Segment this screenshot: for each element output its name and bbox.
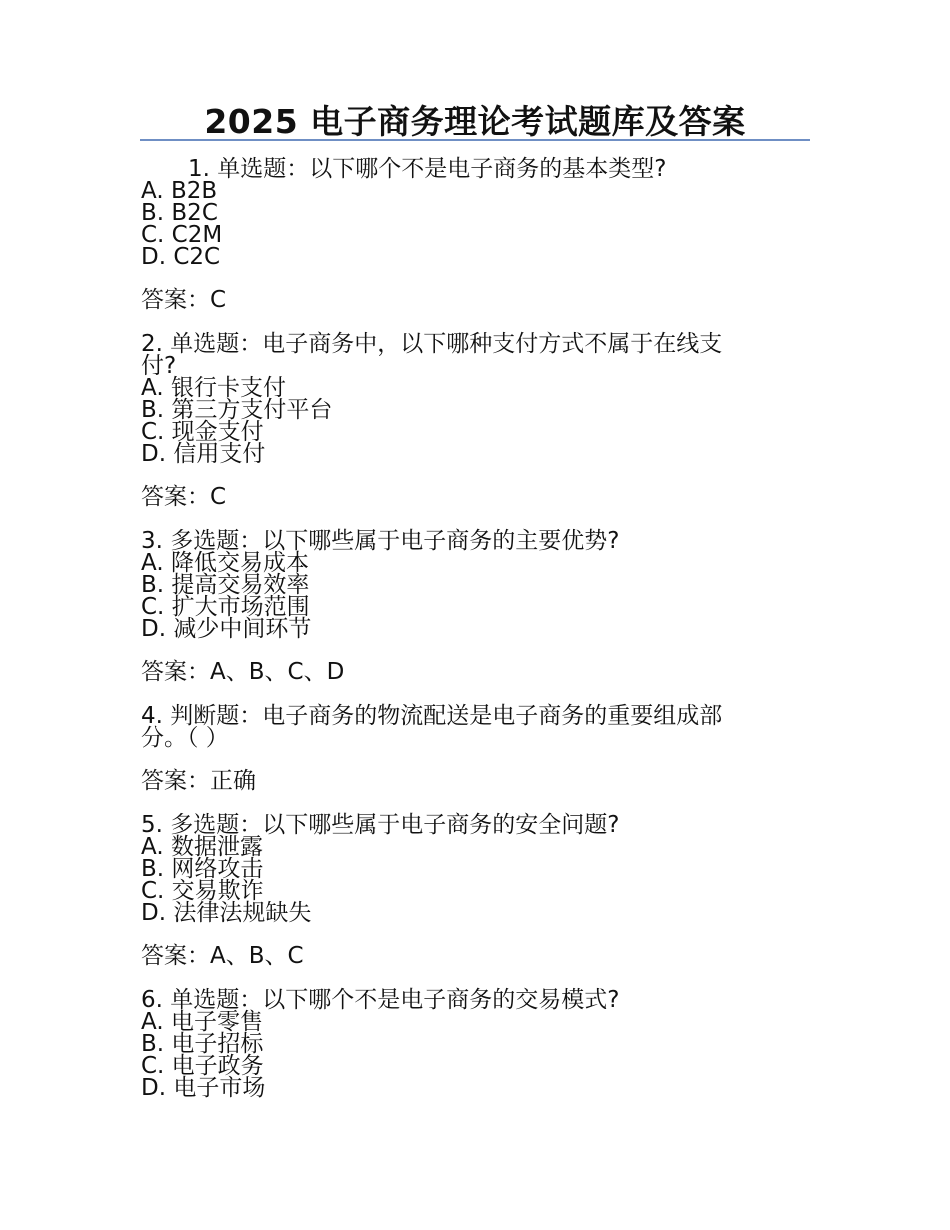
option-b: B. 网络攻击 <box>141 856 264 882</box>
option-b: B. 第三方支付平台 <box>141 397 333 423</box>
option-c: C. C2M <box>141 222 223 248</box>
answer: 答案：A、B、C、D <box>141 659 345 685</box>
question-1 <box>141 158 781 311</box>
option-d: D. 电子市场 <box>141 1075 266 1101</box>
question-2 <box>141 333 781 508</box>
question-3 <box>141 530 781 683</box>
option-d: D. 减少中间环节 <box>141 616 312 642</box>
option-d: D. C2C <box>141 244 221 270</box>
option-c: C. 电子政务 <box>141 1053 264 1079</box>
title-underline <box>140 139 810 141</box>
option-d: D. 信用支付 <box>141 441 266 467</box>
option-c: C. 扩大市场范围 <box>141 594 310 620</box>
option-b: B. 电子招标 <box>141 1031 264 1057</box>
question-stem-continued: 付? <box>141 353 177 379</box>
option-a: A. 数据泄露 <box>141 834 263 860</box>
question-stem: 1. 单选题：以下哪个不是电子商务的基本类型? <box>188 156 667 182</box>
question-5 <box>141 814 781 967</box>
question-stem: 5. 多选题：以下哪些属于电子商务的安全问题? <box>141 812 620 838</box>
question-stem: 6. 单选题：以下哪个不是电子商务的交易模式? <box>141 987 620 1013</box>
question-stem-continued: 分。（ ） <box>141 725 229 751</box>
option-b: B. B2C <box>141 200 218 226</box>
option-d: D. 法律法规缺失 <box>141 900 312 926</box>
option-a: A. 降低交易成本 <box>141 550 309 576</box>
option-a: A. 银行卡支付 <box>141 375 286 401</box>
question-stem: 4. 判断题：电子商务的物流配送是电子商务的重要组成部 <box>141 703 723 729</box>
option-a: A. 电子零售 <box>141 1009 263 1035</box>
answer: 答案：C <box>141 484 227 510</box>
option-b: B. 提高交易效率 <box>141 572 310 598</box>
question-6 <box>141 989 781 1099</box>
question-stem: 2. 单选题：电子商务中，以下哪种支付方式不属于在线支 <box>141 331 723 357</box>
answer: 答案：A、B、C <box>141 943 304 969</box>
answer: 答案：C <box>141 287 227 313</box>
answer: 答案：正确 <box>141 768 256 794</box>
option-c: C. 现金支付 <box>141 419 264 445</box>
question-stem: 3. 多选题：以下哪些属于电子商务的主要优势? <box>141 528 620 554</box>
option-c: C. 交易欺诈 <box>141 878 264 904</box>
option-a: A. B2B <box>141 178 218 204</box>
document-title: 2025 电子商务理论考试题库及答案 <box>204 102 746 141</box>
question-4 <box>141 705 781 792</box>
question-list <box>141 158 781 1099</box>
